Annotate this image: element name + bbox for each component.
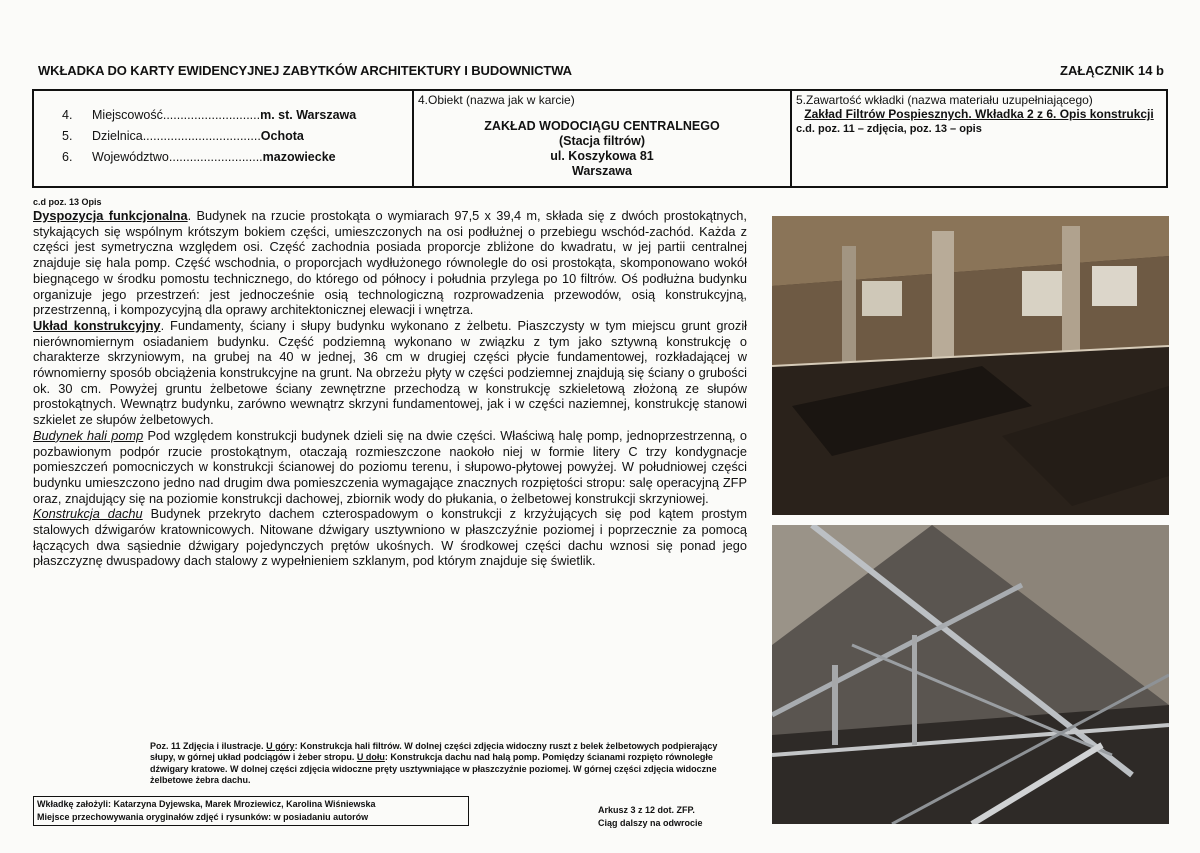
section-heading: Budynek hali pomp (33, 427, 144, 443)
sheet-number: Arkusz 3 z 12 dot. ZFP. (598, 805, 695, 815)
district-value: Ochota (260, 129, 304, 143)
row-number: 4. (62, 108, 73, 122)
caption-bottom-label: U dołu (356, 752, 385, 763)
annex-number: ZAŁĄCZNIK 14 b (1060, 63, 1164, 78)
continuation-label: c.d poz. 13 Opis (33, 197, 102, 207)
object-address: ul. Koszykowa 81 (550, 149, 654, 163)
filter-hall-photo (772, 216, 1169, 515)
section-heading: Układ konstrukcyjny (33, 317, 161, 333)
voivodeship-value: mazowiecke (262, 150, 336, 164)
contents-cell (792, 91, 1166, 186)
location-row-town (62, 105, 412, 126)
location-row-district (62, 126, 412, 147)
row-number: 5. (62, 129, 73, 143)
sheet-info (598, 804, 703, 830)
object-cell (414, 91, 792, 186)
card-title: WKŁADKA DO KARTY EWIDENCYJNEJ ZABYTKÓW ARCHITEKTURY I BUDOWNICTWA (38, 63, 572, 78)
section-text: . Fundamenty, ściany i słupy budynku wykonano z żelbetu. Piaszczysty w tym miejscu grunt groził nierównomiernym osiadaniem budynku. Część podziemną wykonano w związku z tym jako sztywną konstrukcję o charakterze skrzyniowym, na grubej na 40 w jednej, 36 cm w drugiej części płycie fundamentowej, rozkładającej w równomierny sposób obciążenia konstrukcyjne na grunt. Na obrzeżu płyty w części podziemnej znajdują się ściany o grubości ok. 30 cm. Powyżej gruntu żelbetowe ściany zewnętrzne przechodzą w konstrukcję szkieletową złożoną ze słupów prostokątnych. Wewnątrz budynku, zarówno wewnątrz skrzyni fundamentowej, jak i w części naziemnej, konstrukcję stanowi szkielet ze słupów żelbetowych. (33, 317, 748, 428)
section-text: Budynek przekryto dachem czterospadowym o konstrukcji z krzyżujących się pod kątem prostym stalowych dźwigarów kratownicowych. Nitowane dźwigary usztywniono w płaszczyźnie poziomej i poprzecznie za pomocą łączących dwa sąsiednie dźwigary pojedynczych prętów ukośnych. W środkowej części dachu wznosi się ponad jego płaszczyznę dwuspadowy dach stalowy z wypełnieniem szklanym, pod którym znajduje się świetlik. (33, 506, 748, 569)
paragraph-structure (33, 318, 747, 428)
object-name-line: (Stacja filtrów) (558, 134, 646, 148)
storage-line: Miejsce przechowywania oryginałów zdjęć i rysunków: w posiadaniu autorów (37, 812, 369, 822)
object-name-line: ZAKŁAD WODOCIĄGU CENTRALNEGO (484, 119, 720, 133)
authors-line: Wkładkę założyli: Katarzyna Dyjewska, Marek Mroziewicz, Karolina Wiśniewska (37, 799, 376, 809)
photo-caption (150, 741, 744, 787)
description-text (33, 208, 747, 569)
row-number: 6. (62, 150, 73, 164)
authors-box (33, 796, 469, 826)
continued-note: Ciąg dalszy na odwrocie (598, 818, 703, 828)
paragraph-functional (33, 208, 747, 318)
section-heading: Dyspozycja funkcjonalna (33, 208, 188, 223)
caption-lead: Poz. 11 Zdjęcia i ilustracje. (150, 741, 267, 751)
object-city: Warszawa (572, 164, 632, 178)
section-text: Pod względem konstrukcji budynek dzieli się na dwie części. Właściwą halę pomp, jednoprzestrzenną, o pozbawionym podpór rzucie prostokątnym, otaczają rozmieszczone naokoło niej w formie litery C trzy kondygnacje pomieszczeń pomocniczych w konstrukcji ścianowej do poziomu terenu, i słupowo-płytowej powyżej. W południowej części budynku umieszczono jedno nad drugim dwa pomieszczenia wymagające znacznych rozpiętości stropu: salę operacyjną ZFP oraz, znajdujący się na poziomie konstrukcji dachowej, zbiornik wody do płukania, o żelbetowej konstrukcji skrzyniowej. (33, 427, 747, 506)
section-heading: Konstrukcja dachu (33, 506, 143, 522)
district-label: Dzielnica.................................. (92, 129, 261, 143)
caption-top-label: U góry (266, 741, 295, 751)
contents-title: Zakład Filtrów Pospiesznych. Wkładka 2 z 6. Opis konstrukcji (804, 107, 1154, 121)
location-cell (34, 91, 414, 186)
caption-bottom-text: : Konstrukcja dachu nad halą pomp. Pomiędzy ścianami rozpięto równoległe dźwigary kratowe. W dolnej części zdjęcia widoczne pręty usztywniające w płaszczyźnie poziomej. W górnej części zdjęcia widoczne żelbetowe żebra dachu. (150, 752, 717, 786)
info-table (32, 89, 1168, 188)
object-name (418, 119, 786, 179)
contents-reference: c.d. poz. 11 – zdjęcia, poz. 13 – opis (796, 123, 982, 135)
paragraph-roof (33, 506, 747, 569)
contents-label: 5.Zawartość wkładki (nazwa materiału uzupełniającego) (796, 93, 1093, 107)
voivodeship-label: Województwo........................... (92, 150, 263, 164)
roof-truss-illustration (772, 525, 1169, 824)
object-label: 4.Obiekt (nazwa jak w karcie) (418, 93, 575, 107)
town-value: m. st. Warszawa (260, 108, 357, 122)
pump-hall-roof-photo (772, 525, 1169, 824)
location-row-voivodeship (62, 147, 412, 168)
town-label: Miejscowość............................ (92, 108, 261, 122)
caption-top-text: : Konstrukcja hali filtrów. W dolnej części zdjęcia widoczny ruszt z belek żelbetowych podpierający słupy, w górnej układ podciągów i żeber stropu. (150, 741, 718, 763)
paragraph-pump-hall (33, 428, 747, 507)
section-text: . Budynek na rzucie prostokąta o wymiarach 97,5 x 39,4 m, składa się z dwóch prostokątnych, stykających się wspólnym krótszym bokiem części, umieszczonych na osi podłużnej o przebiegu wschód-zachód. Każda z części jest symetryczna względem osi. Część zachodnia posiada proporcje zbliżone do kwadratu, w jej partii centralnej znajduje się hala pomp. Część wschodnia, o proporcjach wydłużonego równolegle do osi prostokąta, skomponowano wokół biegnącego w środku pomostu technicznego, do którego od północy i południa przylega po 10 filtrów. Oś podłużna budynku organizuje jego przestrzeń: jest jednocześnie osią technologiczną rozprowadzenia przewodów, osią konstrukcyjną, przestrzenną, i kompozycyjną dla oprawy architektonicznej elewacji i wnętrza. (33, 208, 747, 318)
filter-hall-illustration (772, 216, 1169, 515)
